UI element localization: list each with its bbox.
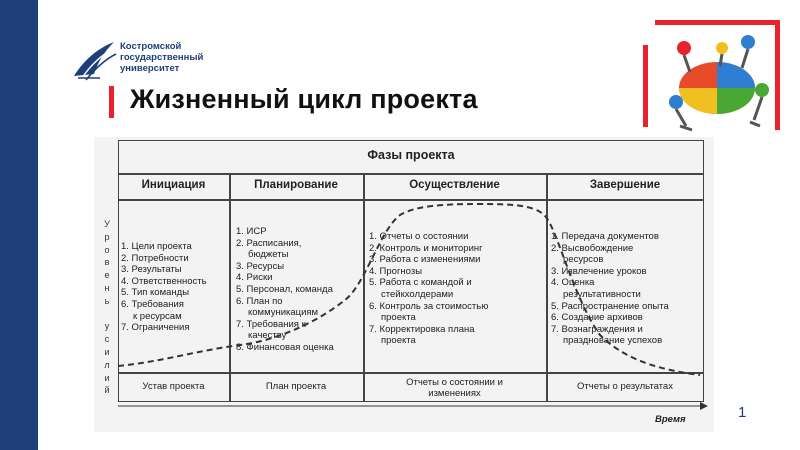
diagram-title: Фазы проекта (367, 148, 455, 162)
initiation-output: Устав проекта (142, 381, 205, 392)
list-item: 6. План по (236, 295, 283, 307)
list-item: 6. Создание архивов (551, 312, 643, 324)
list-item: 5. Тип команды (121, 287, 190, 299)
list-item: 2. Высвобождение (551, 242, 634, 254)
y-axis-letter: и (104, 372, 110, 383)
list-item: 5. Распространение опыта (551, 300, 669, 312)
list-item: 1. ИСР (236, 226, 267, 237)
list-item: коммуникациям (248, 307, 319, 319)
y-axis-letter: й (104, 385, 110, 396)
page-number: 1 (738, 404, 747, 421)
list-item: 1. Передача документов (551, 231, 659, 242)
list-item: 6. Контроль за стоимостью (369, 300, 489, 312)
slide-title: Жизненный цикл проекта (130, 84, 478, 114)
list-item: 5. Персонал, команда (236, 283, 333, 295)
list-item: 4. Оценка (551, 277, 595, 289)
list-item: 7. Ограничения (121, 322, 190, 334)
list-item: 7. Требования к (236, 318, 306, 330)
y-axis-letter: ь (104, 295, 110, 306)
list-item: бюджеты (248, 249, 289, 261)
list-item: проекта (381, 312, 416, 324)
list-item: 4. Риски (236, 272, 273, 284)
phase-execution-header: Осуществление (409, 179, 500, 191)
y-axis-letter: и (104, 346, 110, 357)
y-axis-letter: л (104, 359, 110, 370)
phase-planning-header: Планирование (254, 179, 338, 191)
phase-initiation-header: Инициация (141, 179, 206, 191)
list-item: стейкхолдерами (381, 288, 454, 300)
y-axis-letter: у (104, 321, 110, 332)
list-item: качеству (248, 330, 287, 342)
list-item: 2. Расписания, (236, 237, 302, 249)
list-item: празднование успехов (563, 335, 663, 347)
list-item: 4. Ответственность (121, 275, 207, 287)
y-axis-letter: У (104, 219, 110, 229)
university-name: Костромской государственный университет (120, 41, 204, 74)
list-item: 6. Требования (121, 298, 184, 310)
list-item: к ресурсам (133, 310, 182, 322)
planning-output: План проекта (265, 381, 327, 392)
list-item: ресурсов (563, 254, 604, 266)
y-axis-letter: р (104, 231, 110, 242)
list-item: 5. Работа с командой и (369, 277, 472, 289)
x-axis-label: Время (655, 414, 686, 425)
y-axis-letter: о (104, 244, 110, 255)
list-item: результативности (563, 288, 641, 300)
list-item: 3. Ресурсы (236, 260, 285, 272)
y-axis-letter: в (104, 257, 110, 268)
list-item: 1. Отчеты о состоянии (369, 231, 469, 242)
list-item: 3. Результаты (121, 264, 182, 276)
execution-output: Отчеты о состоянии и изменениях (406, 377, 503, 399)
list-item: 4. Прогнозы (369, 265, 423, 277)
y-axis-letter: н (104, 282, 110, 293)
closing-output: Отчеты о результатах (577, 381, 673, 392)
y-axis-letter: е (104, 270, 110, 281)
list-item: 7. Вознаграждения и (551, 323, 643, 335)
list-item: 8. Финансовая оценка (236, 341, 334, 353)
list-item: 2. Контроль и мониторинг (369, 242, 483, 254)
list-item: 2. Потребности (121, 252, 189, 264)
phase-closing-header: Завершение (589, 179, 661, 191)
list-item: 7. Корректировка плана (369, 323, 475, 335)
time-axis-arrowhead-icon (700, 402, 708, 410)
list-item: 3. Работа с изменениями (369, 254, 481, 266)
list-item: проекта (381, 335, 416, 347)
effort-curve (118, 204, 700, 375)
list-item: 3. Извлечение уроков (551, 265, 647, 277)
list-item: 1. Цели проекта (121, 241, 192, 252)
y-axis-letter: с (104, 334, 110, 345)
